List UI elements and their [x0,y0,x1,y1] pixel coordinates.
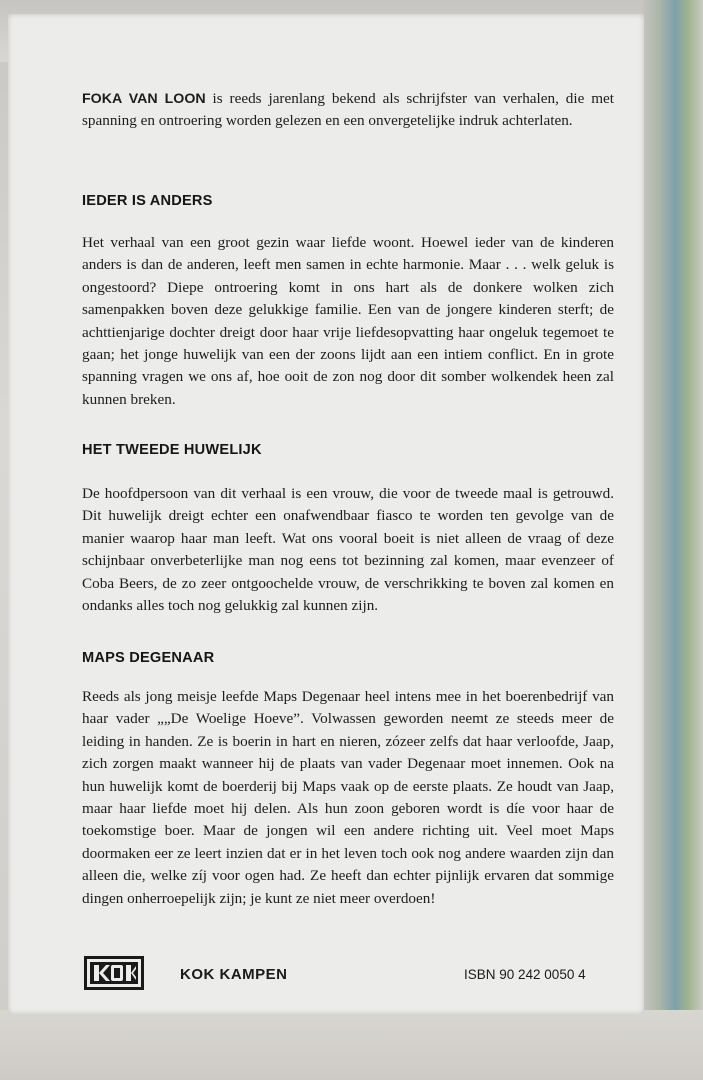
author-intro [82,88,614,133]
author-name: FOKA VAN LOON [82,91,206,107]
author-intro-text: is reeds jarenlang bekend als schrijfster van verhalen, die met spanning en ontroering worden gelezen en een onvergetelijke indruk achterlaten. [82,90,614,130]
publisher-footer [84,956,624,996]
section-title-ieder-is-anders: IEDER IS ANDERS [82,193,213,209]
section-text-ieder-is-anders: Het verhaal van een groot gezin waar liefde woont. Hoewel ieder van de kinderen anders is dan de anderen, leeft men samen in echte harmonie. Maar . . . welk geluk is ongestoord? Diepe ontroering komt in ons hart als de donkere wolken zich samenpakken boven deze gelukkige familie. Een van de jongere kinderen sterft; de achttienjarige dochter dreigt door haar vrije liefdesopvatting haar ongeluk tegemoet te gaan; het jonge huwelijk van een der zoons lijdt aan een intiem conflict. En in grote spanning vragen we ons af, hoe ooit de zon nog door dit somber wolkendek heen zal kunnen breken. [82,234,614,408]
worn-bottom-edge [0,1010,703,1080]
section-title-het-tweede-huwelijk: HET TWEEDE HUWELIJK [82,442,262,458]
publisher-logo-icon [84,956,144,990]
section-text-het-tweede-huwelijk: De hoofdpersoon van dit verhaal is een vrouw, die voor de tweede maal is getrouwd. Dit huwelijk dreigt echter een onafwendbaar fiasco te worden ten gevolge van de manier waarop haar man leeft. Wat ons vooral boeit is niet alleen de vraag of deze schijnbaar onverbeterlijke man nog eens tot bezinning zal komen, maar evenzeer of Coba Beers, de zo zeer ontgoochelde vrouw, de verschrikking te boven zal komen en ondanks alles toch nog gelukkig zal kunnen zijn. [82,485,614,615]
isbn-number: ISBN 90 242 0050 4 [464,967,586,982]
cover-spine-edge [641,0,703,1080]
section-title-maps-degenaar: MAPS DEGENAAR [82,650,215,666]
publisher-name: KOK KAMPEN [180,966,288,983]
text-panel [8,14,644,1014]
section-text-maps-degenaar: Reeds als jong meisje leefde Maps Degenaar heel intens mee in het boerenbedrijf van haar vader „„De Woelige Hoeve”. Volwassen geworden neemt ze steeds meer de leiding in handen. Ze is boerin in hart en nieren, zózeer zelfs dat haar verloofde, Jaap, zich zorgen maakt wanneer hij de plaats van vader Degenaar moet innemen. Ook na hun huwelijk komt de boerderij bij Maps vaak op de eerste plaats. Ze houdt van Jaap, maar haar liefde moet hij delen. Als hun zoon geboren wordt is díe voor haar de toekomstige boer. Maar de jongen wil een andere richting uit. Veel moet Maps doormaken eer ze leert inzien dat er in het leven toch ook nog andere waarden zijn dan alleen die, welke zíj voor ogen had. Ze heeft dan echter pijnlijk ervaren dat sommige dingen onherroepelijk zijn; je kunt ze niet meer overdoen! [82,688,614,907]
blurb-content [82,88,614,907]
